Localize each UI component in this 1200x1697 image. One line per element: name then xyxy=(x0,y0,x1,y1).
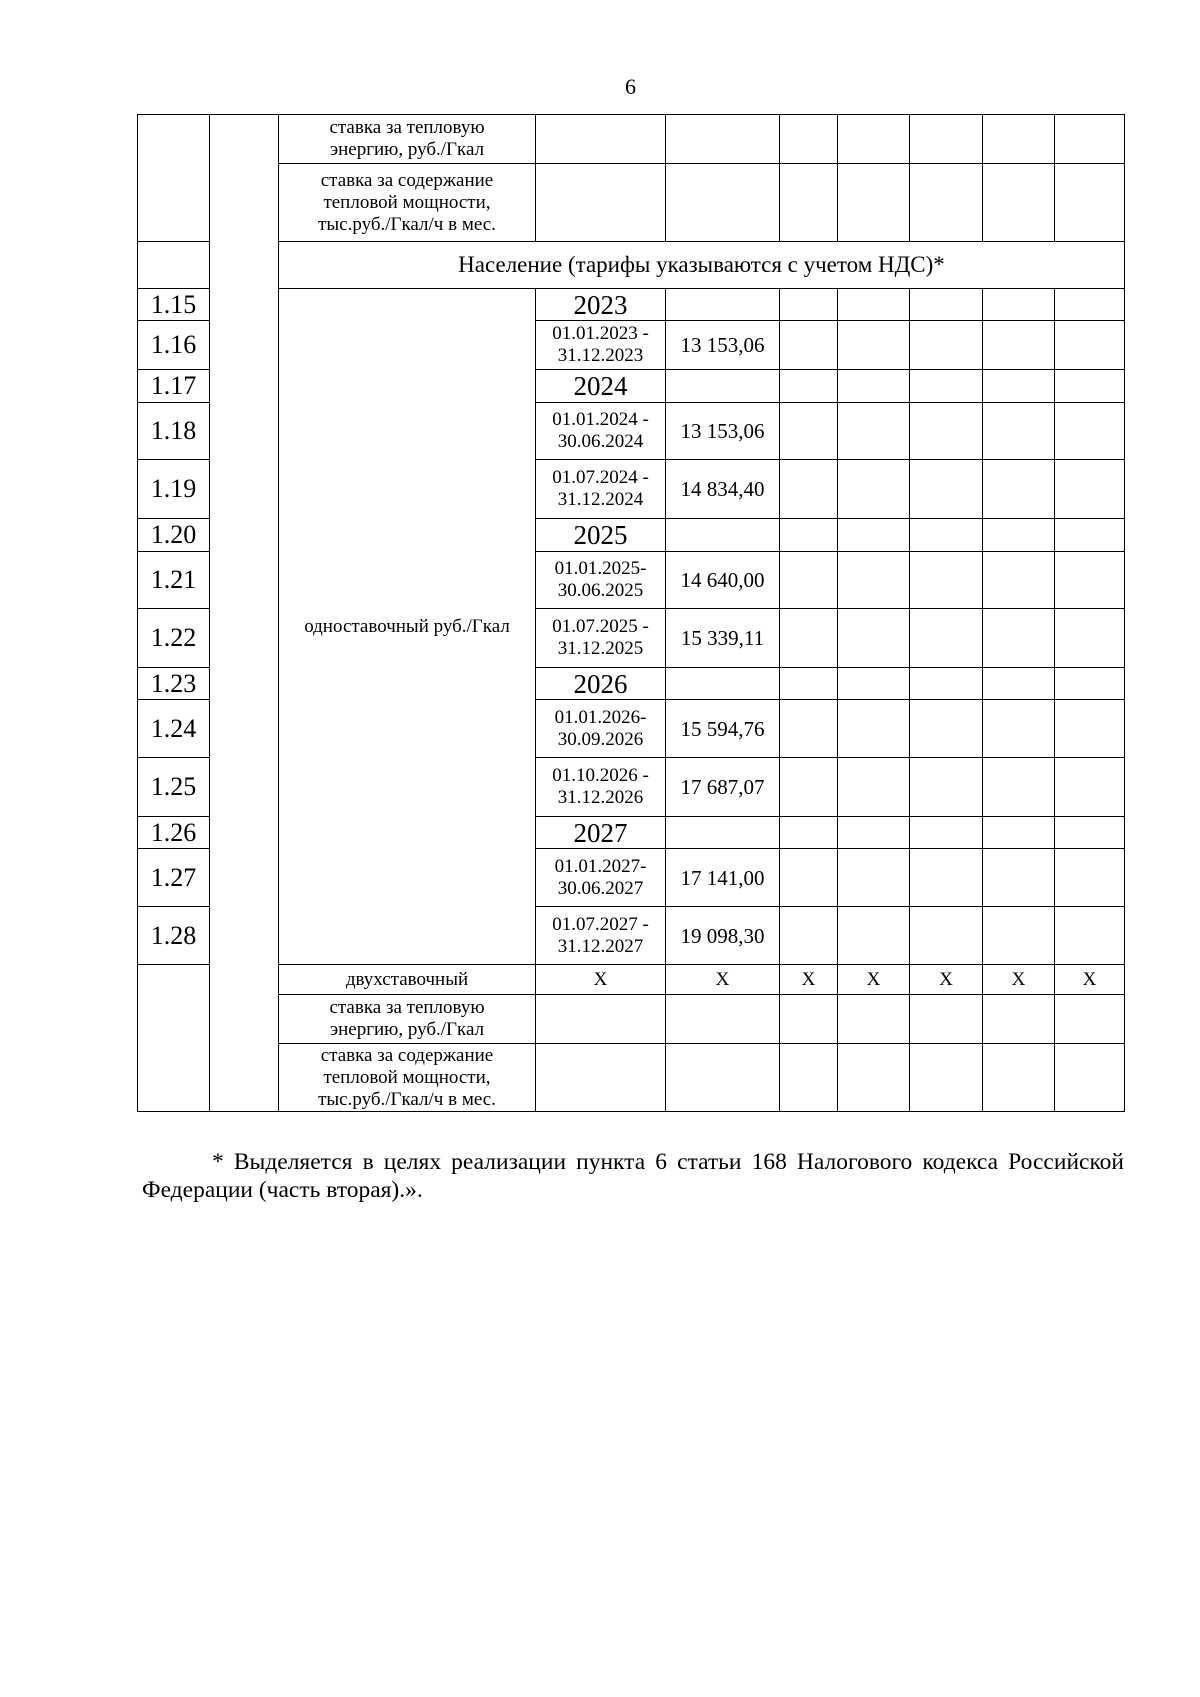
empty-cell xyxy=(1055,1044,1125,1112)
empty-cell xyxy=(910,321,983,370)
empty-cell xyxy=(838,164,910,242)
empty-cell xyxy=(983,609,1055,668)
empty-cell xyxy=(910,817,983,849)
empty-cell xyxy=(983,403,1055,460)
empty-cell xyxy=(1055,403,1125,460)
empty-cell xyxy=(983,164,1055,242)
tariff-value: 17 141,00 xyxy=(666,849,780,907)
empty-cell xyxy=(780,907,838,965)
year-cell: 2024 xyxy=(536,370,666,403)
empty-cell xyxy=(536,164,666,242)
empty-cell xyxy=(780,849,838,907)
tariff-value: 17 687,07 xyxy=(666,758,780,817)
empty-cell xyxy=(983,115,1055,164)
empty-cell xyxy=(838,700,910,758)
empty-cell xyxy=(910,758,983,817)
empty-cell xyxy=(838,995,910,1044)
table-row xyxy=(138,965,1125,995)
period-cell: 01.01.2025- 30.06.2025 xyxy=(536,552,666,609)
empty-cell xyxy=(838,552,910,609)
tariff-value: 15 594,76 xyxy=(666,700,780,758)
tariff-value: 14 834,40 xyxy=(666,460,780,519)
empty-cell xyxy=(1055,115,1125,164)
year-cell: 2026 xyxy=(536,668,666,700)
not-applicable-mark: Х xyxy=(1055,965,1125,995)
empty-cell xyxy=(910,1044,983,1112)
capacity-rate-label: ставка за содержание тепловой мощности, тыс.руб./Гкал/ч в мес. xyxy=(279,1044,536,1112)
empty-cell xyxy=(838,817,910,849)
row-number-cell xyxy=(138,965,210,1112)
empty-cell xyxy=(983,1044,1055,1112)
heat-energy-rate-label: ставка за тепловую энергию, руб./Гкал xyxy=(279,995,536,1044)
empty-cell xyxy=(983,370,1055,403)
empty-cell xyxy=(1055,758,1125,817)
empty-cell xyxy=(983,907,1055,965)
empty-cell xyxy=(780,519,838,552)
empty-cell xyxy=(983,460,1055,519)
empty-cell xyxy=(983,817,1055,849)
empty-cell xyxy=(780,321,838,370)
empty-cell xyxy=(838,519,910,552)
empty-cell xyxy=(838,321,910,370)
table-row xyxy=(138,242,1125,289)
period-cell: 01.07.2024 - 31.12.2024 xyxy=(536,460,666,519)
empty-cell xyxy=(838,668,910,700)
empty-cell xyxy=(1055,321,1125,370)
row-number-cell xyxy=(138,242,210,289)
empty-cell xyxy=(910,289,983,321)
empty-cell xyxy=(910,700,983,758)
single-rate-label: одноставочный руб./Гкал xyxy=(279,289,536,965)
not-applicable-mark: Х xyxy=(983,965,1055,995)
empty-cell xyxy=(666,115,780,164)
empty-cell xyxy=(910,552,983,609)
empty-cell xyxy=(910,115,983,164)
empty-cell xyxy=(780,758,838,817)
empty-cell xyxy=(780,700,838,758)
empty-cell xyxy=(536,1044,666,1112)
footnote: * Выделяется в целях реализации пункта 6 статьи 168 Налогового кодекса Российской Федерации (часть вторая).». xyxy=(142,1149,1124,1203)
tariff-value: 15 339,11 xyxy=(666,609,780,668)
empty-cell xyxy=(780,460,838,519)
empty-cell xyxy=(536,115,666,164)
empty-cell xyxy=(780,668,838,700)
empty-cell xyxy=(1055,700,1125,758)
period-cell: 01.01.2023 - 31.12.2023 xyxy=(536,321,666,370)
row-number: 1.26 xyxy=(138,817,210,849)
empty-cell xyxy=(910,609,983,668)
empty-cell xyxy=(780,370,838,403)
empty-cell xyxy=(910,460,983,519)
period-cell: 01.07.2027 - 31.12.2027 xyxy=(536,907,666,965)
empty-cell xyxy=(910,370,983,403)
empty-cell xyxy=(666,817,780,849)
year-cell: 2023 xyxy=(536,289,666,321)
organization-cell xyxy=(210,115,279,1112)
row-number: 1.19 xyxy=(138,460,210,519)
two-rate-label: двухставочный xyxy=(279,965,536,995)
tariff-value: 13 153,06 xyxy=(666,321,780,370)
row-number-cell xyxy=(138,115,210,242)
empty-cell xyxy=(838,907,910,965)
empty-cell xyxy=(983,700,1055,758)
empty-cell xyxy=(666,995,780,1044)
empty-cell xyxy=(1055,849,1125,907)
not-applicable-mark: Х xyxy=(910,965,983,995)
period-cell: 01.01.2024 - 30.06.2024 xyxy=(536,403,666,460)
empty-cell xyxy=(838,115,910,164)
tariff-value: 19 098,30 xyxy=(666,907,780,965)
period-cell: 01.01.2026- 30.09.2026 xyxy=(536,700,666,758)
empty-cell xyxy=(1055,907,1125,965)
empty-cell xyxy=(838,370,910,403)
empty-cell xyxy=(910,519,983,552)
table-row xyxy=(138,289,1125,321)
empty-cell xyxy=(1055,289,1125,321)
empty-cell xyxy=(1055,460,1125,519)
empty-cell xyxy=(983,289,1055,321)
year-cell: 2025 xyxy=(536,519,666,552)
empty-cell xyxy=(838,609,910,668)
empty-cell xyxy=(983,552,1055,609)
empty-cell xyxy=(983,519,1055,552)
row-number: 1.28 xyxy=(138,907,210,965)
empty-cell xyxy=(910,403,983,460)
empty-cell xyxy=(983,995,1055,1044)
empty-cell xyxy=(1055,370,1125,403)
empty-cell xyxy=(1055,609,1125,668)
empty-cell xyxy=(666,668,780,700)
empty-cell xyxy=(780,552,838,609)
section-header: Население (тарифы указываются с учетом НДС)* xyxy=(279,242,1125,289)
empty-cell xyxy=(780,403,838,460)
period-cell: 01.10.2026 - 31.12.2026 xyxy=(536,758,666,817)
empty-cell xyxy=(910,668,983,700)
empty-cell xyxy=(780,817,838,849)
row-number: 1.27 xyxy=(138,849,210,907)
heat-energy-rate-label: ставка за тепловую энергию, руб./Гкал xyxy=(279,115,536,164)
empty-cell xyxy=(1055,552,1125,609)
period-cell: 01.07.2025 - 31.12.2025 xyxy=(536,609,666,668)
table-row xyxy=(138,164,1125,242)
row-number: 1.18 xyxy=(138,403,210,460)
row-number: 1.17 xyxy=(138,370,210,403)
empty-cell xyxy=(838,758,910,817)
empty-cell xyxy=(910,164,983,242)
table-row xyxy=(138,115,1125,164)
row-number: 1.15 xyxy=(138,289,210,321)
empty-cell xyxy=(1055,668,1125,700)
empty-cell xyxy=(983,758,1055,817)
empty-cell xyxy=(1055,817,1125,849)
row-number: 1.23 xyxy=(138,668,210,700)
row-number: 1.24 xyxy=(138,700,210,758)
empty-cell xyxy=(838,403,910,460)
empty-cell xyxy=(983,849,1055,907)
empty-cell xyxy=(838,1044,910,1112)
not-applicable-mark: Х xyxy=(666,965,780,995)
empty-cell xyxy=(780,289,838,321)
not-applicable-mark: Х xyxy=(780,965,838,995)
row-number: 1.20 xyxy=(138,519,210,552)
empty-cell xyxy=(780,609,838,668)
empty-cell xyxy=(780,164,838,242)
row-number: 1.16 xyxy=(138,321,210,370)
page-number: 6 xyxy=(625,74,636,99)
empty-cell xyxy=(983,321,1055,370)
empty-cell xyxy=(666,164,780,242)
year-cell: 2027 xyxy=(536,817,666,849)
empty-cell xyxy=(666,289,780,321)
empty-cell xyxy=(838,289,910,321)
tariff-value: 13 153,06 xyxy=(666,403,780,460)
empty-cell xyxy=(983,668,1055,700)
empty-cell xyxy=(536,995,666,1044)
empty-cell xyxy=(1055,995,1125,1044)
table-row xyxy=(138,1044,1125,1112)
empty-cell xyxy=(780,1044,838,1112)
empty-cell xyxy=(780,995,838,1044)
row-number: 1.21 xyxy=(138,552,210,609)
empty-cell xyxy=(666,1044,780,1112)
empty-cell xyxy=(910,849,983,907)
empty-cell xyxy=(838,460,910,519)
tariff-table xyxy=(137,114,1125,1112)
empty-cell xyxy=(780,115,838,164)
table-row xyxy=(138,995,1125,1044)
empty-cell xyxy=(666,519,780,552)
period-cell: 01.01.2027- 30.06.2027 xyxy=(536,849,666,907)
row-number: 1.25 xyxy=(138,758,210,817)
not-applicable-mark: Х xyxy=(838,965,910,995)
empty-cell xyxy=(666,370,780,403)
tariff-value: 14 640,00 xyxy=(666,552,780,609)
capacity-rate-label: ставка за содержание тепловой мощности, тыс.руб./Гкал/ч в мес. xyxy=(279,164,536,242)
empty-cell xyxy=(838,849,910,907)
empty-cell xyxy=(1055,164,1125,242)
empty-cell xyxy=(1055,519,1125,552)
not-applicable-mark: Х xyxy=(536,965,666,995)
empty-cell xyxy=(910,907,983,965)
empty-cell xyxy=(910,995,983,1044)
row-number: 1.22 xyxy=(138,609,210,668)
